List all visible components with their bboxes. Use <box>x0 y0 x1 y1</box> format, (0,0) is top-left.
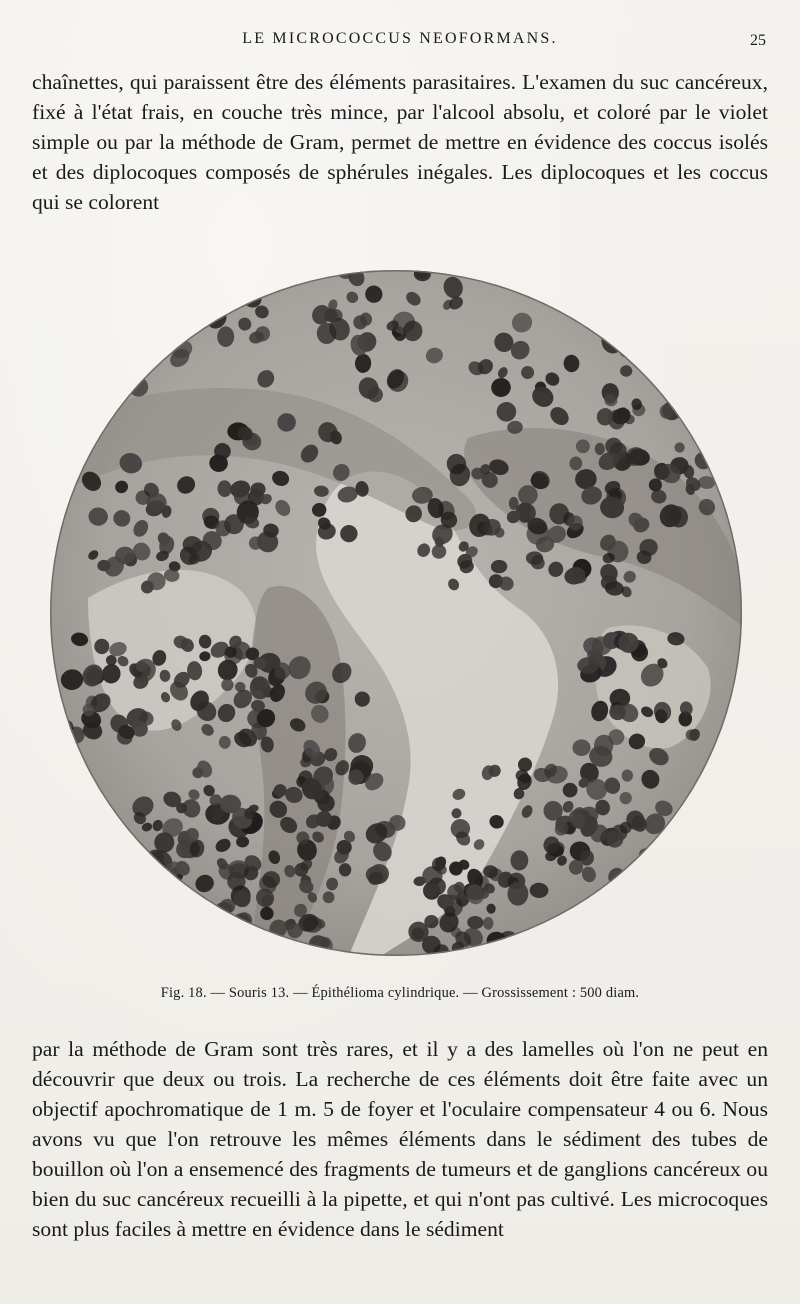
cell-nucleus <box>85 316 96 327</box>
cell-nucleus <box>176 268 199 280</box>
cell-nucleus <box>193 304 207 318</box>
cell-nucleus <box>217 924 232 940</box>
running-head <box>0 26 800 54</box>
cell-nucleus <box>180 302 194 316</box>
cell-nucleus <box>722 385 743 407</box>
cell-nucleus <box>170 295 193 316</box>
cell-nucleus <box>605 295 627 319</box>
micrograph-field <box>48 268 744 958</box>
cell-nucleus <box>132 312 144 324</box>
cell-nucleus <box>184 274 199 290</box>
cell-nucleus <box>212 912 231 931</box>
cell-nucleus <box>612 268 635 285</box>
cell-nucleus <box>338 268 353 269</box>
cell-nucleus <box>252 951 276 958</box>
cell-nucleus <box>297 950 314 958</box>
cell-nucleus <box>509 497 519 510</box>
cell-nucleus <box>508 882 529 906</box>
cell-nucleus <box>704 364 720 380</box>
cell-nucleus <box>577 657 599 673</box>
cell-nucleus <box>465 950 486 958</box>
running-head-title: LE MICROCOCCUS NEOFORMANS. <box>242 30 558 47</box>
cell-nucleus <box>141 297 159 315</box>
cell-nucleus <box>705 426 729 450</box>
micrograph-figure <box>48 268 744 958</box>
cell-nucleus <box>237 938 252 954</box>
cell-nucleus <box>250 951 271 958</box>
cell-nucleus <box>102 291 130 319</box>
page-number: 25 <box>750 32 766 49</box>
cell-nucleus <box>685 363 717 394</box>
cell-nucleus <box>617 268 635 283</box>
cell-nucleus <box>708 410 724 426</box>
cell-nucleus <box>640 298 653 309</box>
cell-nucleus <box>658 365 685 393</box>
cell-nucleus <box>638 341 655 358</box>
paragraph-top: chaînettes, qui paraissent être des éléments parasitaires. L'examen du suc cancéreux, fixé à l'état frais, en couche très mince, par l'alcool absolu, et coloré par le violet simple ou par la méthode de Gram, permet de mettre en évidence des coccus isolés et des diplocoques composés de sphérules inégales. Les diplocoques et les coccus qui se colorent <box>32 70 768 214</box>
cell-nucleus <box>339 863 351 876</box>
paragraph-bottom: par la méthode de Gram sont très rares, et il y a des lamelles où l'on ne peut en découvrir que deux ou trois. La recherche de ces éléments doit être faite avec un objectif apochromatique de 1 m. 5 de foyer et l'oculaire compensateur 4 ou 6. Nous avons vu que l'on retrouve les mêmes éléments dans le sédiment des tubes de bouillon où l'on a ensemencé des fragments de tumeurs et de ganglions cancéreux ou bien du suc cancéreux recueilli à la pipette, et qui n'ont pas cultivé. Les microcoques sont plus faciles à mettre en évidence dans le sédiment <box>32 1037 768 1241</box>
cell-nucleus <box>624 268 643 286</box>
cell-nucleus <box>155 301 168 314</box>
figure-caption: Fig. 18. — Souris 13. — Épithélioma cylindrique. — Grossissement : 500 diam. <box>160 985 640 1001</box>
micrograph-image <box>48 268 744 958</box>
cell-nucleus <box>95 309 106 321</box>
cell-nucleus <box>694 390 719 415</box>
cell-nucleus <box>641 297 654 310</box>
cell-nucleus <box>631 308 651 329</box>
cell-nucleus <box>229 929 251 951</box>
cell-nucleus <box>292 942 306 955</box>
cell-nucleus <box>222 282 235 293</box>
cell-nucleus <box>630 282 647 300</box>
cell-nucleus <box>714 444 730 456</box>
